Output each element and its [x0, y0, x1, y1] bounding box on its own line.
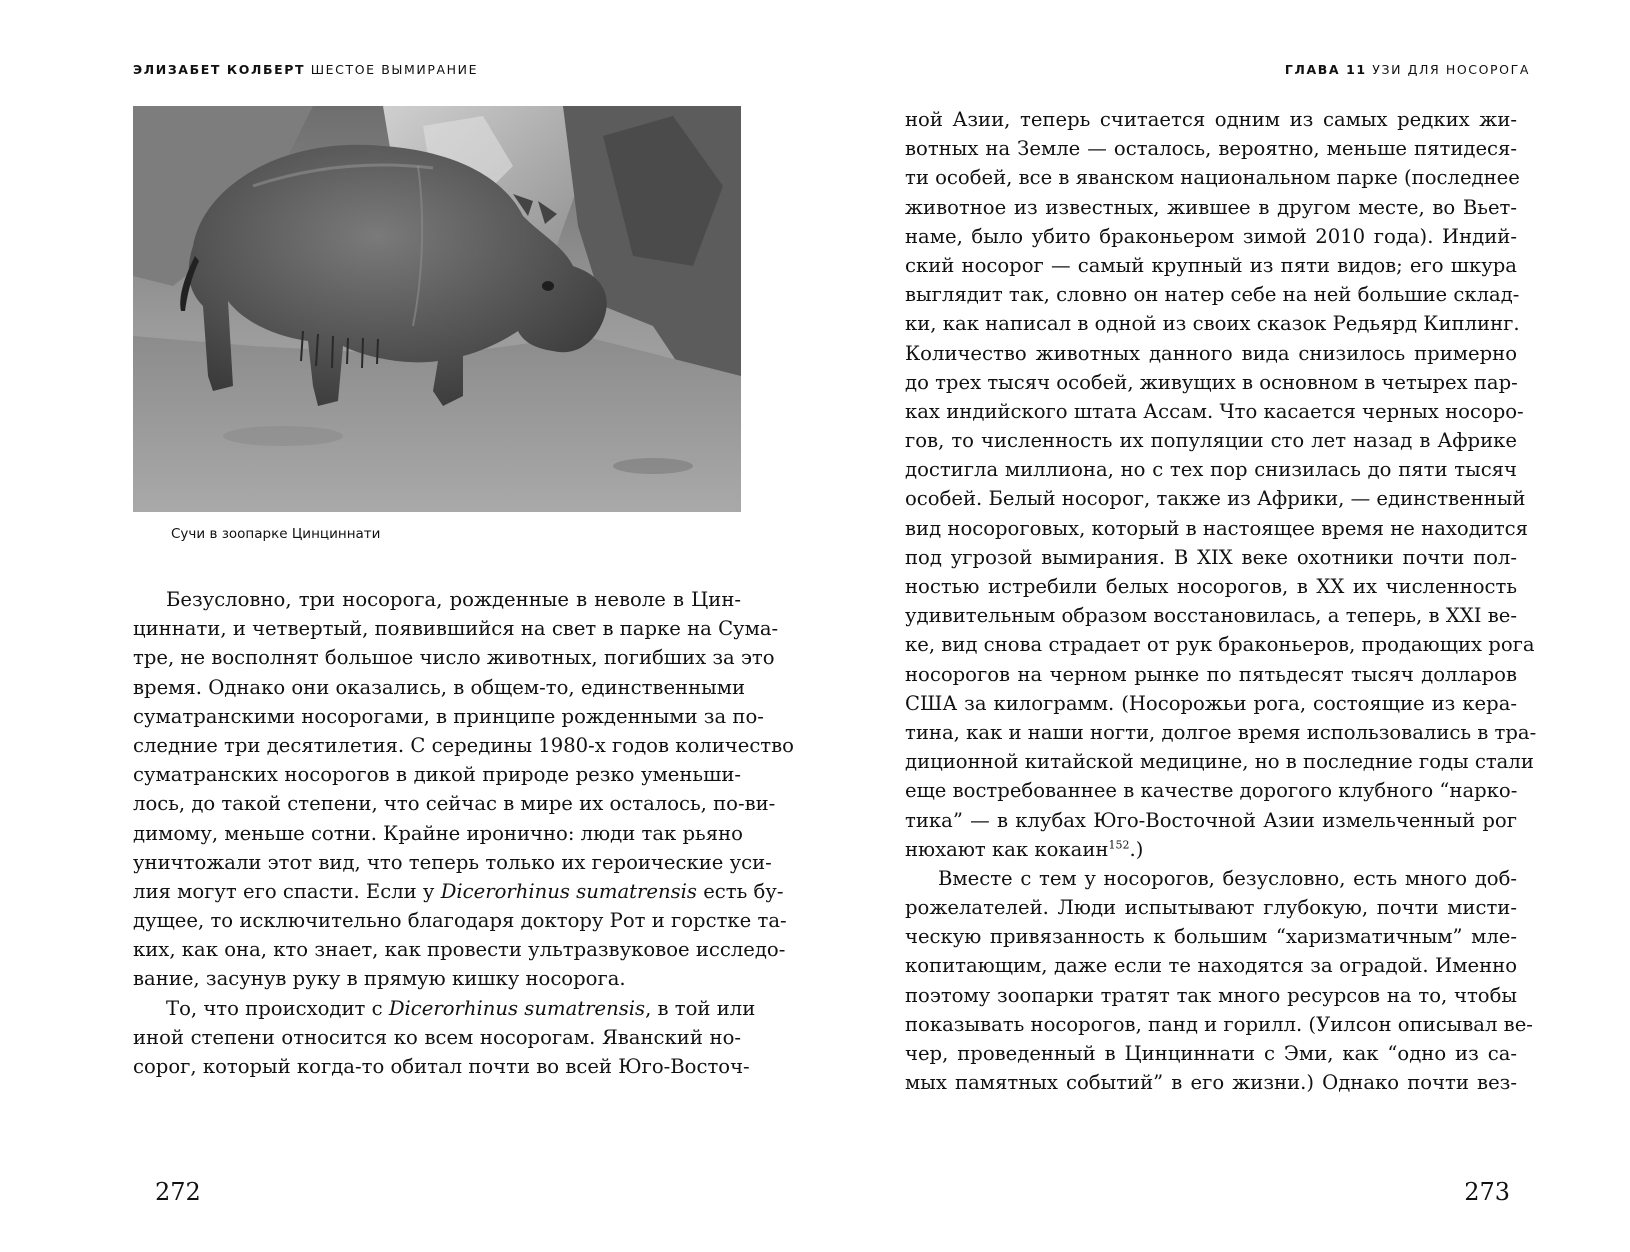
text-line: ках индийского штата Ассам. Что касается черных носоро- — [905, 399, 1524, 423]
chapter-label: ГЛАВА 11 — [1284, 62, 1367, 77]
photo-caption: Сучи в зоопарке Цинциннати — [171, 526, 381, 542]
text-line: копитающим, даже если те находятся за оградой. Именно — [905, 954, 1517, 978]
text-line: наме, было убито браконьером зимой 2010 года). Индий- — [905, 224, 1517, 248]
text-line: следние три десятилетия. С середины 1980-х годов количество — [133, 733, 794, 757]
page-number-right: 273 — [1464, 1178, 1510, 1206]
text-line: ностью истребили белых носорогов, в XX их численность — [905, 575, 1517, 598]
text-line: ки, как написал в одной из своих сказок Редьярд Киплинг. — [905, 312, 1520, 336]
running-head-left — [133, 62, 478, 77]
text-line: ке, вид снова страдает от рук браконьеров, продающих рога — [905, 633, 1535, 657]
text-line: ческую привязанность к большим “харизматичным” мле- — [905, 925, 1517, 949]
text-line: суматранских носорогов в дикой природе резко уменьши- — [133, 763, 741, 787]
text-line: показывать носорогов, панд и горилл. (Уилсон описывал ве- — [905, 1012, 1533, 1036]
running-head-right — [1285, 62, 1530, 77]
text-line: циннати, и четвертый, появившийся на свет в парке на Сума- — [133, 617, 779, 641]
text-line: гов, то численность их популяции сто лет назад в Африке — [905, 429, 1517, 453]
text-line: димому, меньше сотни. Крайне иронично: люди так рьяно — [133, 821, 743, 845]
text-line: тика” — в клубах Юго-Восточной Азии измельченный рог — [905, 808, 1517, 832]
text-line: дущее, то исключительно благодаря доктору Рот и горстке та- — [133, 909, 787, 933]
text-line — [133, 994, 756, 1023]
text-line: ной Азии, теперь считается одним из самых редких жи- — [905, 108, 1517, 131]
chapter-title: УЗИ ДЛЯ НОСОРОГА — [1372, 62, 1530, 77]
text-line: особей. Белый носорог, также из Африки, — единственный — [905, 487, 1526, 511]
rhino-photo — [133, 106, 741, 512]
text-run: лия могут его спасти. Если у — [133, 879, 435, 903]
rhino-illustration — [133, 106, 741, 512]
text-line: суматранскими носорогами, в принципе рожденными за по- — [133, 704, 764, 728]
text-line: еще востребованнее в качестве дорогого клубного “нарко- — [905, 779, 1518, 803]
footnote-ref[interactable]: 152 — [1108, 838, 1130, 852]
author-name: ЭЛИЗАБЕТ КОЛБЕРТ — [133, 62, 306, 77]
text-line: выглядит так, словно он натер себе на ней большие склад- — [905, 283, 1520, 307]
text-line: диционной китайской медицине, но в последние годы стали — [905, 750, 1534, 774]
text-line: ких, как она, кто знает, как провести ультразвуковое исследо- — [133, 938, 786, 962]
text-run: То, что происходит с — [166, 996, 383, 1020]
species-name: Dicerorhinus sumatrensis — [440, 879, 697, 903]
right-page — [815, 0, 1630, 1252]
text-line: тре, не восполнят большое число животных, погибших за это — [133, 646, 775, 670]
text-line: Вместе с тем у носорогов, безусловно, есть много доб- — [938, 866, 1517, 890]
text-line: достигла миллиона, но с тех пор снизилась до пяти тысяч — [905, 458, 1517, 482]
text-line: ский носорог — самый крупный из пяти видов; его шкура — [905, 253, 1517, 277]
text-line: чер, проведенный в Цинциннати с Эми, как “одно из са- — [905, 1042, 1517, 1065]
text-line: тина, как и наши ногти, долгое время использовались в тра- — [905, 720, 1537, 744]
text-line: мых памятных событий” в его жизни.) Однако почти вез- — [905, 1071, 1517, 1095]
text-line — [133, 877, 784, 906]
text-line: Количество животных данного вида снизилось примерно — [905, 341, 1517, 365]
text-line: вотных на Земле — осталось, вероятно, меньше пятидеся- — [905, 137, 1517, 161]
text-run: , в той или — [645, 996, 756, 1020]
text-line: Безусловно, три носорога, рожденные в неволе в Цин- — [166, 588, 741, 611]
text-line: лось, до такой степени, что сейчас в мире их осталось, по-ви- — [133, 792, 776, 816]
text-line: удивительным образом восстановилась, а теперь, в XXI ве- — [905, 604, 1517, 628]
text-line: ти особей, все в яванском национальном парке (последнее — [905, 166, 1520, 190]
book-title: ШЕСТОЕ ВЫМИРАНИЕ — [310, 62, 479, 77]
text-line: вание, засунув руку в прямую кишку носорога. — [133, 967, 626, 991]
text-line: под угрозой вымирания. В XIX веке охотники почти пол- — [905, 545, 1517, 569]
text-line: рожелателей. Люди испытывают глубокую, почти мисти- — [905, 896, 1517, 920]
text-line: животное из известных, жившее в другом месте, во Вьет- — [905, 195, 1517, 219]
text-line: поэтому зоопарки тратят так много ресурсов на то, чтобы — [905, 983, 1517, 1007]
page-number-left: 272 — [155, 1178, 201, 1206]
text-line: США за килограмм. (Носорожьи рога, состоящие из кера- — [905, 691, 1517, 715]
text-run: нюхают как кокаин — [905, 837, 1109, 861]
text-line: уничтожали этот вид, что теперь только их героические уси- — [133, 850, 772, 874]
text-run: есть бу- — [703, 879, 784, 903]
text-line: до трех тысяч особей, живущих в основном в четырех пар- — [905, 370, 1518, 394]
text-line: вид носороговых, который в настоящее время не находится — [905, 516, 1529, 540]
text-line: время. Однако они оказались, в общем-то, единственными — [133, 675, 746, 699]
species-name: Dicerorhinus sumatrensis — [388, 996, 646, 1020]
text-line: сорог, который когда-то обитал почти во всей Юго-Восточ- — [133, 1055, 750, 1078]
text-line — [905, 835, 1517, 864]
text-line: носорогов на черном рынке по пятьдесят тысяч долларов — [905, 662, 1517, 686]
left-body-text — [133, 585, 794, 1081]
text-line: иной степени относится ко всем носорогам. Яванский но- — [133, 1025, 741, 1049]
text-run: .) — [1129, 837, 1144, 861]
right-body-text — [905, 105, 1537, 1097]
